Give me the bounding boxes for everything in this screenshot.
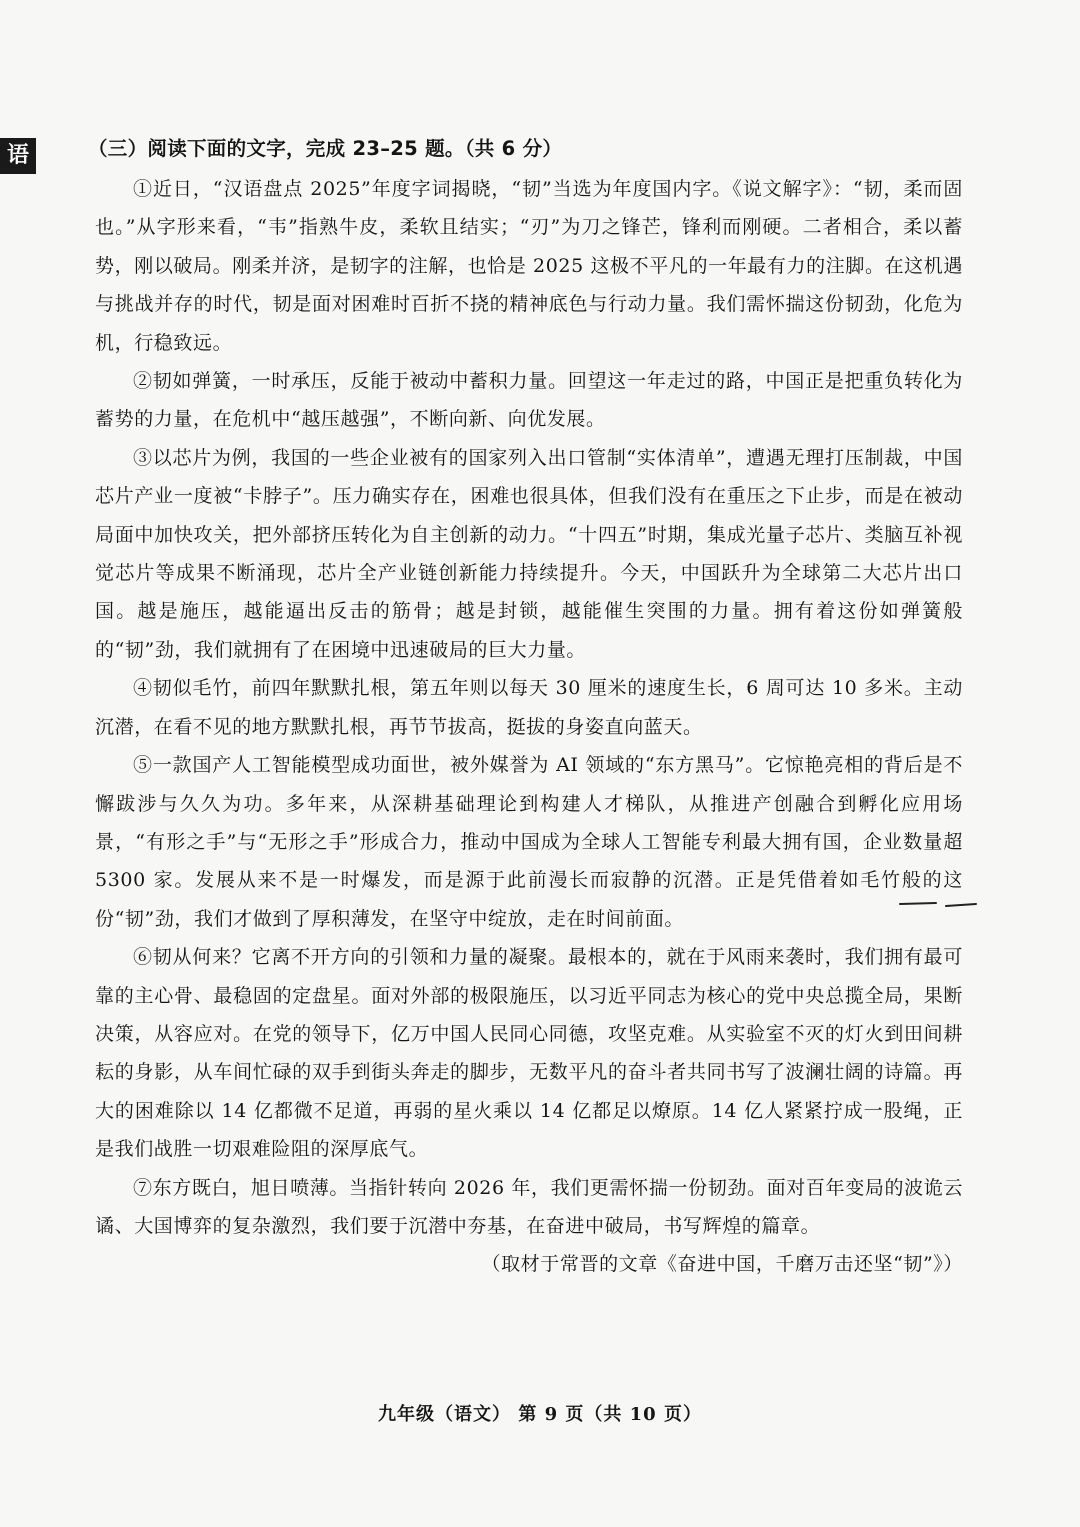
paragraph-7: ⑦东方既白，旭日喷薄。当指针转向 2026 年，我们更需怀揣一份韧劲。面对百年变局的波诡云谲、大国博弈的复杂激烈，我们要于沉潜中夯基，在奋进中破局，书写辉煌的篇章。 bbox=[95, 1176, 963, 1237]
subject-tab: 语 bbox=[0, 138, 36, 174]
paragraph-1: ①近日，“汉语盘点 2025”年度字词揭晓，“韧”当选为年度国内字。《说文解字》：“韧，柔而固也。”从字形来看，“韦”指熟牛皮，柔软且结实；“刃”为刀之锋芒，锋利而刚硬。二者相合，柔以蓄势，刚以破局。刚柔并济，是韧字的注解，也恰是 2025 这极不平凡的一年最有力的注脚。在这机遇与挑战并存的时代，韧是面对困难时百折不挠的精神底色与行动力量。我们需怀揣这份韧劲，化危为机，行稳致远。 bbox=[95, 178, 963, 354]
reading-passage bbox=[95, 170, 963, 1284]
paragraph-6: ⑥韧从何来？它离不开方向的引领和力量的凝聚。最根本的，就在于风雨来袭时，我们拥有最可靠的主心骨、最稳固的定盘星。面对外部的极限施压，以习近平同志为核心的党中央总揽全局，果断决策，从容应对。在党的领导下，亿万中国人民同心同德，攻坚克难。从实验室不灭的灯火到田间耕耘的身影，从车间忙碌的双手到街头奔走的脚步，无数平凡的奋斗者共同书写了波澜壮阔的诗篇。再大的困难除以 14 亿都微不足道，再弱的星火乘以 14 亿都足以燎原。14 亿人紧紧拧成一股绳，正是我们战胜一切艰难险阻的深厚底气。 bbox=[95, 946, 963, 1161]
paragraph-2: ②韧如弹簧，一时承压，反能于被动中蓄积力量。回望这一年走过的路，中国正是把重负转化为蓄势的力量，在危机中“越压越强”，不断向新、向优发展。 bbox=[95, 370, 963, 431]
paragraph-4: ④韧似毛竹，前四年默默扎根，第五年则以每天 30 厘米的速度生长，6 周可达 10 多米。主动沉潜，在看不见的地方默默扎根，再节节拔高，挺拔的身姿直向蓝天。 bbox=[95, 677, 963, 738]
source-citation: （取材于常晋的文章《奋进中国，千磨万击还坚“韧”》） bbox=[481, 1253, 963, 1276]
page-footer: 九年级（语文） 第 9 页（共 10 页） bbox=[378, 1404, 702, 1425]
pen-underline-mark bbox=[898, 898, 978, 912]
paragraph-3: ③以芯片为例，我国的一些企业被有的国家列入出口管制“实体清单”，遭遇无理打压制裁，中国芯片产业一度被“卡脖子”。压力确实存在，困难也很具体，但我们没有在重压之下止步，而是在被动局面中加快攻关，把外部挤压转化为自主创新的动力。“十四五”时期，集成光量子芯片、类脑互补视觉芯片等成果不断涌现，芯片全产业链创新能力持续提升。今天，中国跃升为全球第二大芯片出口国。越是施压，越能逼出反击的筋骨；越是封锁，越能催生突围的力量。拥有着这份如弹簧般的“韧”劲，我们就拥有了在困境中迅速破局的巨大力量。 bbox=[95, 446, 963, 661]
paragraph-5: ⑤一款国产人工智能模型成功面世，被外媒誉为 AI 领域的“东方黑马”。它惊艳亮相的背后是不懈跋涉与久久为功。多年来，从深耕基础理论到构建人才梯队，从推进产创融合到孵化应用场景，“有形之手”与“无形之手”形成合力，推动中国成为全球人工智能专利最大拥有国，企业数量超 5300 家。发展从来不是一时爆发，而是源于此前漫长而寂静的沉潜。正是凭借着如毛竹般的这份“韧”劲，我们才做到了厚积薄发，在坚守中绽放，走在时间前面。 bbox=[95, 754, 963, 930]
section-title: （三）阅读下面的文字，完成 23–25 题。（共 6 分） bbox=[88, 137, 563, 160]
